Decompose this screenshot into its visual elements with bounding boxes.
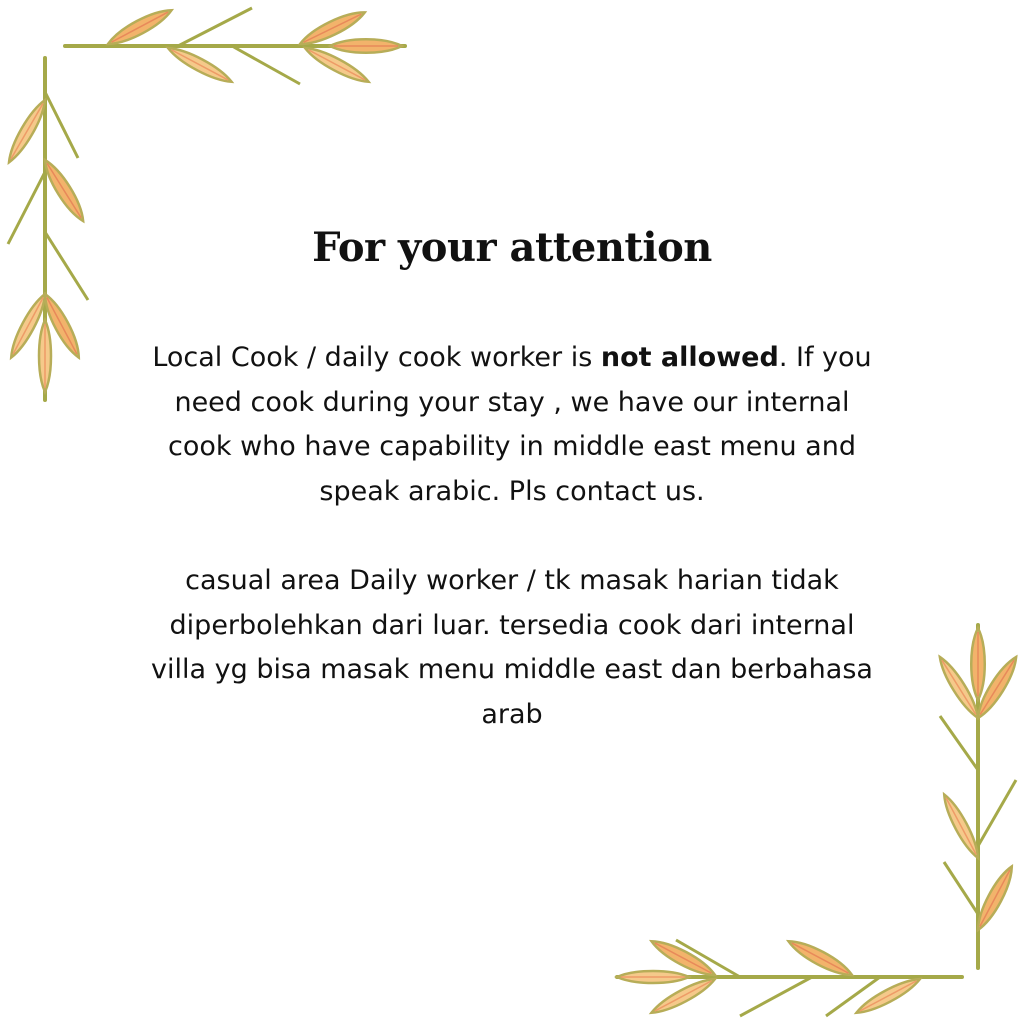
indonesian-notice-paragraph: casual area Daily worker / tk masak harian tidak diperbolehkan dari luar. tersedia cook dari internal villa yg bisa masak menu middle east dan berbahasa arab <box>151 565 873 730</box>
not-allowed-emphasis: not allowed <box>600 342 779 373</box>
page-title: For your attention <box>312 224 712 271</box>
paragraph-lead-text: Local Cook / daily cook worker is <box>152 342 601 373</box>
notice-content <box>140 220 884 737</box>
paragraph-period: . <box>778 342 788 373</box>
english-notice-paragraph <box>140 336 884 514</box>
paragraph-body-text: If you need cook during your stay , we have our internal cook who have capability in middle east menu and speak arabic. Pls contact us. <box>168 342 872 507</box>
